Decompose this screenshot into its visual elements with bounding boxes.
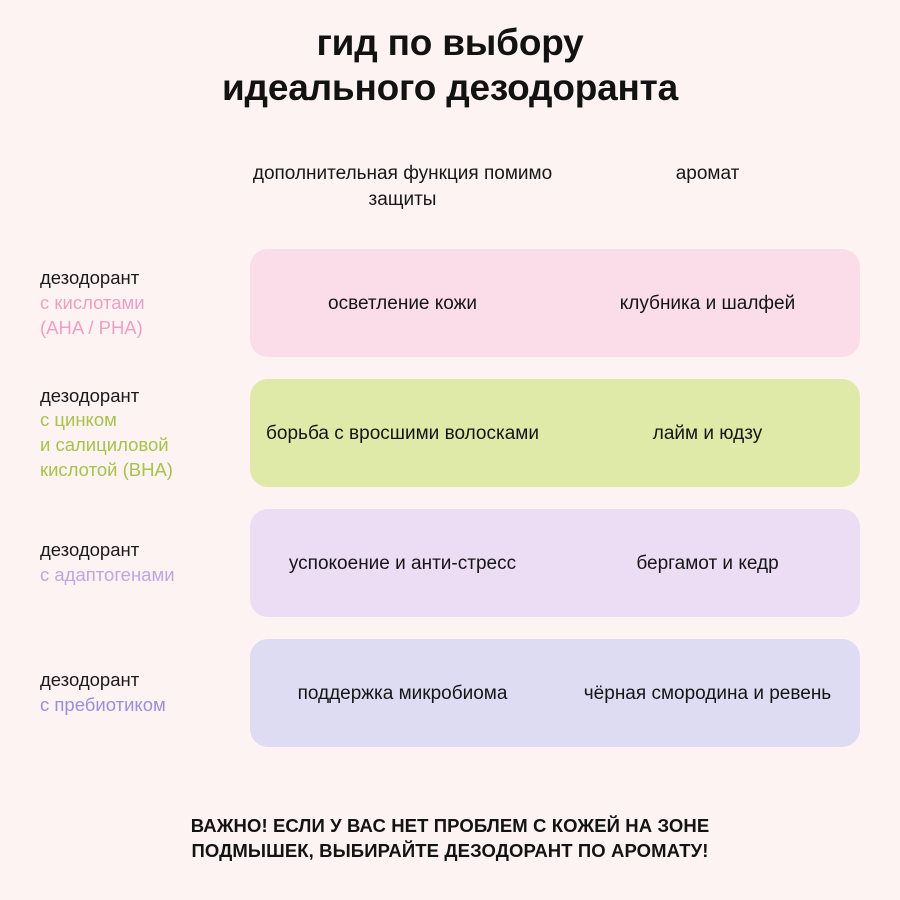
row-card-acids [250, 249, 860, 357]
row-label-prefix: дезодорант [40, 384, 140, 406]
cell-aroma-line-2: и кедр [722, 552, 779, 574]
cell-function-line-1: борьба [266, 422, 329, 444]
page-title [0, 0, 900, 110]
table-row [40, 509, 860, 617]
title-line-2: идеального дезодоранта [222, 67, 678, 109]
cell-aroma-line-1: лайм [652, 422, 699, 444]
row-label-accent-line-1: с кислотами [40, 291, 145, 313]
row-label-zinc [40, 379, 250, 487]
table-row [40, 249, 860, 357]
row-label-prefix: дезодорант [40, 539, 140, 561]
cell-function [250, 415, 555, 452]
row-label-accent-line-3: кислотой (BHA) [40, 459, 173, 481]
table-header-row [40, 157, 860, 249]
row-label-accent-line-1: с адаптогенами [40, 564, 175, 586]
cell-function [250, 545, 555, 582]
header-function-line-3: защиты [368, 188, 437, 210]
cell-aroma-line-1: клубника [619, 292, 701, 314]
cell-aroma-line-3: и ревень [753, 682, 832, 704]
row-label-prebiotic [40, 639, 250, 747]
cell-function [250, 675, 555, 712]
footer-line-1: ВАЖНО! ЕСЛИ У ВАС НЕТ ПРОБЛЕМ С КОЖЕЙ НА ЗОНЕ [190, 814, 710, 836]
footer-note [0, 813, 900, 864]
header-function-col [250, 157, 555, 212]
cell-aroma-line-2: и шалфей [705, 292, 796, 314]
row-card-adaptogens [250, 509, 860, 617]
cell-aroma [555, 675, 860, 712]
title-line-1: гид по выбору [316, 22, 584, 63]
table-row [40, 379, 860, 487]
header-function-line-1: дополнительная [252, 163, 398, 185]
cell-function-line-2: и анти-стресс [395, 552, 517, 574]
cell-function-line-1: поддержка [297, 682, 394, 704]
row-label-prefix: дезодорант [40, 669, 140, 691]
cell-aroma-line-2: и юдзу [703, 422, 763, 444]
header-function-line-2: функция помимо [403, 163, 553, 185]
row-card-zinc [250, 379, 860, 487]
cell-function-line-2: кожи [434, 292, 477, 314]
row-label-prefix: дезодорант [40, 267, 140, 289]
row-label-accent-line-1: с пребиотиком [40, 694, 166, 716]
cell-function-line-2: микробиома [398, 682, 508, 704]
cell-function [250, 285, 555, 322]
cell-aroma-line-2: смородина [651, 682, 749, 704]
row-label-accent-line-2: и салициловой [40, 434, 169, 456]
row-label-adaptogens [40, 509, 250, 617]
row-label-accent-line-2: (AHA / PHA) [40, 316, 143, 338]
header-aroma-label: аромат [675, 163, 740, 185]
cell-function-line-1: осветление [328, 292, 430, 314]
footer-line-2: ПОДМЫШЕК, ВЫБИРАЙТЕ ДЕЗОДОРАНТ ПО АРОМАТУ! [191, 840, 709, 862]
cell-aroma-line-1: чёрная [583, 682, 647, 704]
row-label-acids [40, 249, 250, 357]
cell-function-line-3: волосками [444, 422, 539, 444]
row-label-accent-line-1: с цинком [40, 409, 117, 431]
cell-function-line-1: успокоение [288, 552, 390, 574]
header-aroma-col [555, 157, 860, 186]
cell-aroma [555, 545, 860, 582]
table-row [40, 639, 860, 747]
cell-function-line-2: с вросшими [334, 422, 440, 444]
cell-aroma-line-1: бергамот [636, 552, 718, 574]
cell-aroma [555, 285, 860, 322]
row-card-prebiotic [250, 639, 860, 747]
cell-aroma [555, 415, 860, 452]
comparison-table [0, 157, 900, 747]
